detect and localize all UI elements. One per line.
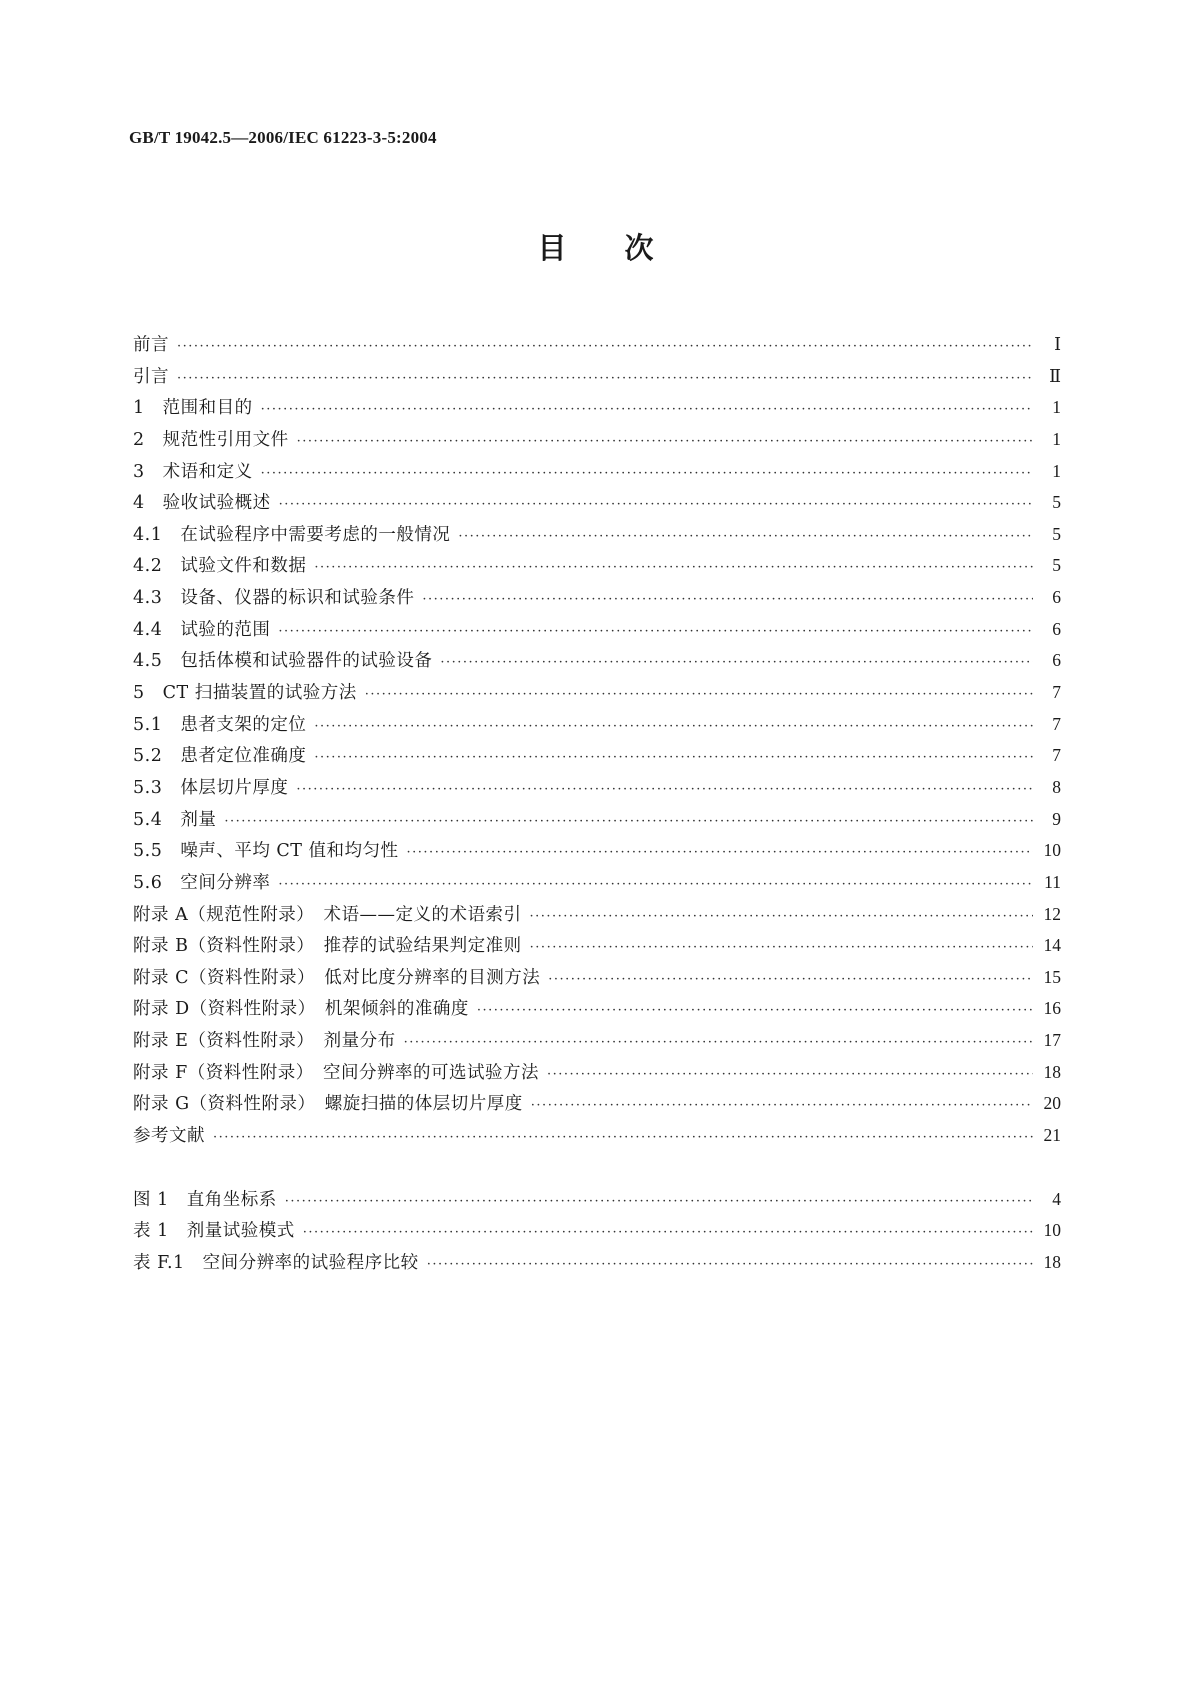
toc-entry-label: 4.2 试验文件和数据 [133,556,307,577]
toc-entry-label: 4.5 包括体模和试验器件的试验设备 [133,651,433,672]
toc-dot-leader [531,1090,1033,1122]
toc-entry-label: 5.2 患者定位准确度 [133,746,307,767]
toc-entry-label: 引言 [133,366,169,387]
toc-dot-leader [477,995,1033,1027]
toc-entry-page-number: 6 [1052,587,1061,608]
toc-entry-page-number: 8 [1052,776,1061,797]
toc-entry[interactable] [133,329,1061,361]
toc-entry-label: 附录 D（资料性附录） 机架倾斜的准确度 [133,999,469,1020]
toc-entry[interactable] [133,361,1061,393]
toc-entry-page-number: 20 [1043,1093,1061,1114]
toc-entry-label: 前言 [133,335,169,355]
toc-entry-label: 附录 C（资料性附录） 低对比度分辨率的目测方法 [133,967,541,988]
document-standard-number: GB/T 19042.5—2006/IEC 61223-3-5:2004 [129,128,437,147]
toc-entry-label: 4.1 在试验程序中需要考虑的一般情况 [133,524,451,545]
toc-entry[interactable] [133,962,1061,994]
toc-entry-page-number: 11 [1044,871,1061,892]
toc-entry-label: 附录 A（规范性附录） 术语——定义的术语索引 [133,904,522,925]
toc-entry-page-number: 1 [1052,428,1061,449]
toc-dot-leader [530,932,1033,964]
table-of-contents [133,329,1061,1279]
toc-entry[interactable] [133,867,1061,899]
toc-entry-page-number: Ⅰ [1054,334,1061,354]
toc-entry[interactable] [133,645,1061,677]
toc-dot-leader [407,837,1033,869]
toc-entry-page-number: 18 [1043,1251,1061,1272]
toc-entry[interactable] [133,677,1061,709]
toc-entry[interactable] [133,1215,1061,1247]
toc-entry-label: 2 规范性引用文件 [133,429,289,450]
toc-entry-page-number: 15 [1043,966,1061,987]
toc-dot-leader [279,489,1033,521]
toc-entry[interactable] [133,1184,1061,1216]
toc-entry-page-number: 21 [1043,1125,1061,1146]
toc-entry-page-number: 10 [1043,840,1061,861]
toc-entry-page-number: 7 [1052,713,1061,734]
toc-entry-label: 5.6 空间分辨率 [133,872,271,893]
toc-entry-page-number: 10 [1043,1220,1061,1241]
toc-entry-page-number: 7 [1052,682,1061,703]
toc-entry[interactable] [133,804,1061,836]
toc-entry[interactable] [133,993,1061,1025]
toc-dot-leader [529,901,1033,933]
toc-entry-label: 5.5 噪声、平均 CT 值和均匀性 [133,841,399,862]
toc-entry[interactable] [133,1057,1061,1089]
toc-entry-page-number: 9 [1052,808,1061,829]
toc-entry-label: 附录 E（资料性附录） 剂量分布 [133,1031,396,1052]
toc-main-list [133,329,1061,1152]
toc-dot-leader [422,584,1033,616]
toc-entry-page-number: 12 [1043,903,1061,924]
toc-entry[interactable] [133,487,1061,519]
toc-dot-leader [440,647,1033,679]
toc-dot-leader [314,552,1033,584]
toc-entry[interactable] [133,1247,1061,1279]
toc-entry-label: 4.4 试验的范围 [133,619,271,640]
toc-entry[interactable] [133,456,1061,488]
toc-dot-leader [177,331,1033,363]
toc-entry[interactable] [133,392,1061,424]
toc-entry-label: 5 CT 扫描装置的试验方法 [133,683,357,704]
toc-dot-leader [297,426,1033,458]
toc-entry-page-number: 17 [1043,1030,1061,1051]
toc-entry-page-number: 6 [1052,650,1061,671]
toc-entry-page-number: 1 [1052,397,1061,418]
page-title: 目次 [537,231,712,265]
toc-entry[interactable] [133,740,1061,772]
toc-entry[interactable] [133,835,1061,867]
toc-entry[interactable] [133,1120,1061,1152]
toc-figures-tables-list [133,1184,1061,1279]
toc-entry-label: 表 1 剂量试验模式 [133,1221,295,1242]
toc-entry-page-number: 4 [1052,1188,1061,1209]
toc-dot-leader [177,363,1033,395]
toc-entry[interactable] [133,1088,1061,1120]
toc-entry-label: 5.1 患者支架的定位 [133,714,307,735]
toc-dot-leader [224,806,1033,838]
toc-entry[interactable] [133,519,1061,551]
toc-gap [133,1152,1061,1184]
toc-dot-leader [296,774,1033,806]
toc-dot-leader [278,869,1033,901]
toc-entry-label: 3 术语和定义 [133,461,253,482]
toc-dot-leader [458,521,1033,553]
toc-entry-page-number: 5 [1052,555,1061,576]
toc-entry-label: 5.3 体层切片厚度 [133,777,289,798]
toc-entry[interactable] [133,930,1061,962]
toc-entry-page-number: 14 [1043,935,1061,956]
toc-entry-page-number: 6 [1052,618,1061,639]
toc-entry[interactable] [133,582,1061,614]
toc-entry-page-number: 1 [1052,460,1061,481]
toc-dot-leader [278,616,1033,648]
toc-entry[interactable] [133,709,1061,741]
toc-dot-leader [404,1027,1033,1059]
toc-dot-leader [547,1059,1033,1091]
toc-entry-page-number: 16 [1043,998,1061,1019]
toc-entry[interactable] [133,424,1061,456]
toc-entry-label: 附录 G（资料性附录） 螺旋扫描的体层切片厚度 [133,1094,523,1115]
toc-dot-leader [303,1217,1033,1249]
toc-entry-label: 附录 B（资料性附录） 推荐的试验结果判定准则 [133,936,522,957]
toc-dot-leader [548,964,1033,996]
toc-entry-page-number: 7 [1052,745,1061,766]
toc-entry-label: 1 范围和目的 [133,398,253,419]
toc-entry[interactable] [133,772,1061,804]
toc-dot-leader [261,458,1033,490]
toc-entry[interactable] [133,614,1061,646]
toc-dot-leader [314,711,1033,743]
toc-entry-label: 表 F.1 空间分辨率的试验程序比较 [133,1252,419,1273]
toc-entry-label: 5.4 剂量 [133,809,217,830]
toc-entry-page-number: Ⅱ [1049,365,1061,386]
toc-entry-label: 4.3 设备、仪器的标识和试验条件 [133,588,415,609]
toc-entry-page-number: 5 [1052,523,1061,544]
toc-entry[interactable] [133,1025,1061,1057]
toc-dot-leader [261,394,1033,426]
toc-entry[interactable] [133,550,1061,582]
toc-entry-page-number: 18 [1043,1061,1061,1082]
toc-dot-leader [314,742,1033,774]
toc-entry-label: 4 验收试验概述 [133,493,271,514]
toc-entry[interactable] [133,899,1061,931]
toc-dot-leader [365,679,1033,711]
toc-dot-leader [427,1249,1033,1281]
toc-entry-label: 参考文献 [133,1126,205,1147]
toc-dot-leader [213,1122,1033,1154]
toc-dot-leader [285,1186,1033,1218]
toc-entry-label: 图 1 直角坐标系 [133,1189,277,1210]
toc-entry-page-number: 5 [1052,492,1061,513]
toc-entry-label: 附录 F（资料性附录） 空间分辨率的可选试验方法 [133,1062,539,1083]
